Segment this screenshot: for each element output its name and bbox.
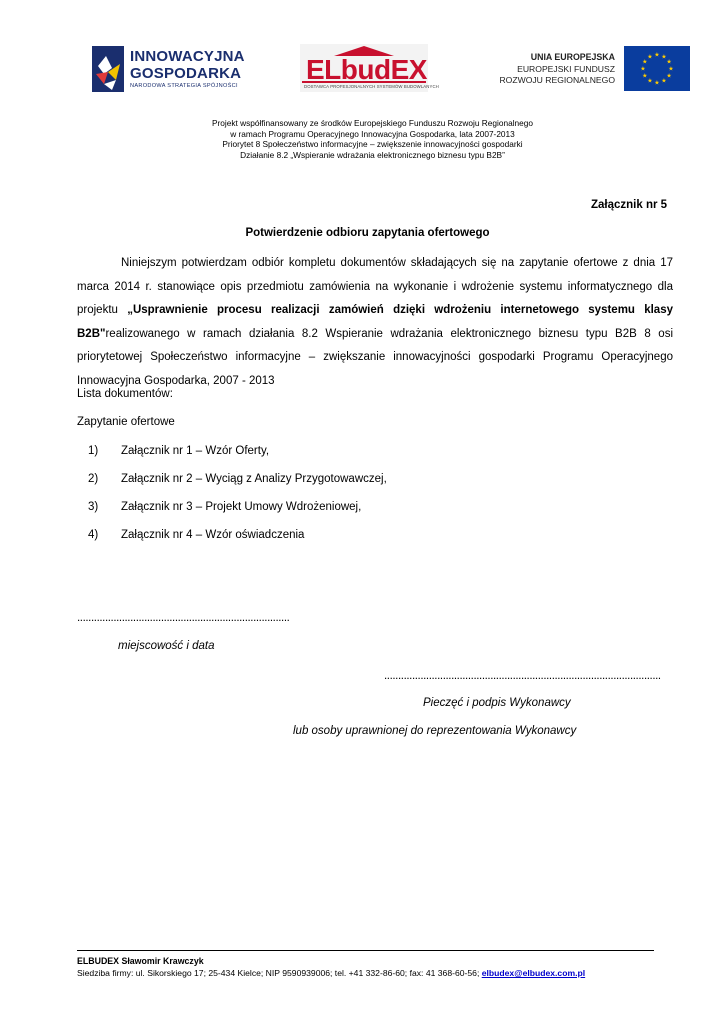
eu-star-icon: ★ [654,52,660,59]
elbudex-subtitle: DOSTAWCA PROFESJONALNYCH SYSTEMÓW BUDOWLANYCH [304,84,439,89]
eu-star-icon: ★ [666,59,672,66]
stamp-signature-label: Pieczęć i podpis Wykonawcy [423,697,571,709]
paragraph-start: Niniejszym potwierdzam odbiór kompletu dokumentów składających się na zapytanie ofertowe z dnia 17 marca 2014 r. stanowiące opis przedmiotu zamówienia na wykonanie i wdrożenie systemu informatycznego dla projektu [77,257,673,316]
place-date-label: miejscowość i data [118,640,215,652]
eu-line2: EUROPEJSKI FUNDUSZ [517,64,615,74]
eu-star-icon: ★ [661,78,667,85]
paragraph-end: realizowanego w ramach działania 8.2 Wspieranie wdrażania elektronicznego biznesu typu B2B 8 osi priorytetowej Społeczeństwo informacyjne – zwiększanie innowacyjności gospodarki Programu Operacyjnego Innowacyjna Gospodarka, 2007 - 2013 [77,327,673,387]
eu-line1: UNIA EUROPEJSKA [530,52,615,62]
footer-address [77,968,585,978]
eu-star-icon: ★ [647,54,653,61]
ig-emblem-icon [90,44,128,94]
list-heading: Lista dokumentów: [77,388,173,400]
list-item [88,501,361,513]
eu-star-icon: ★ [668,66,674,73]
eu-star-icon: ★ [661,54,667,61]
project-line2: w ramach Programu Operacyjnego Innowacyjna Gospodarka, lata 2007-2013 [230,128,515,139]
attachment-label: Załącznik nr 5 [591,199,668,211]
project-name: „Usprawnienie procesu realizacji zamówień dzięki wdrożeniu internetowego systemu klasy B2B" [77,304,673,340]
list-item-number: 2) [88,473,99,485]
innowacyjna-gospodarka-logo [90,44,250,94]
eu-star-icon: ★ [647,78,653,85]
project-line4: Działanie 8.2 „Wspieranie wdrażania elektronicznego biznesu typu B2B” [240,149,505,160]
elbudex-logo [300,44,439,92]
eu-fund-text [495,52,615,85]
ig-line1: INNOWACYJNA [130,48,245,65]
list-item-number: 1) [88,445,99,457]
list-item-number: 4) [88,529,99,541]
project-info [0,118,725,160]
eu-star-icon: ★ [640,66,646,73]
eu-star-icon: ★ [642,73,648,80]
project-line3: Priorytet 8 Społeczeństwo informacyjne – zwiększenie innowacyjności gospodarki [222,139,523,149]
elbudex-wordmark: ELbudEX [306,54,427,85]
document-title: Potwierdzenie odbioru zapytania ofertowego [245,227,490,239]
eu-line3: ROZWOJU REGIONALNEGO [499,75,615,85]
list-item-text: Załącznik nr 1 – Wzór Oferty, [121,445,270,457]
project-line1: Projekt współfinansowany ze środków Europejskiego Funduszu Rozwoju Regionalnego [212,118,533,128]
authorized-person-label: lub osoby uprawnionej do reprezentowania Wykonawcy [293,725,577,737]
list-item-text: Załącznik nr 2 – Wyciąg z Analizy Przygotowawczej, [121,473,387,485]
list-item [88,473,387,485]
list-item-text: Załącznik nr 3 – Projekt Umowy Wdrożeniowej, [121,501,362,513]
footer-email-link[interactable]: elbudex@elbudex.com.pl [481,968,586,978]
eu-flag-icon [624,46,690,91]
footer-address-text: Siedziba firmy: ul. Sikorskiego 17; 25-434 Kielce; NIP 9590939006; tel. +41 332-86-60; fax: 41 368-60-56; [77,968,482,978]
signature-dots: ................................................................................................... [384,670,661,682]
list-item-text: Załącznik nr 4 – Wzór oświadczenia [121,529,305,541]
list-item [88,445,269,457]
list-item [88,529,304,541]
ig-line3: NARODOWA STRATEGIA SPÓJNOŚCI [130,83,238,89]
ig-line2: GOSPODARKA [130,65,242,82]
footer-company: ELBUDEX Sławomir Krawczyk [77,956,204,966]
eu-star-icon: ★ [642,59,648,66]
confirmation-paragraph [77,252,673,393]
footer-divider [77,950,654,951]
place-date-dots: ............................................................................ [77,612,290,624]
eu-star-icon: ★ [666,73,672,80]
eu-star-icon: ★ [654,80,660,87]
list-item-number: 3) [88,501,99,513]
list-subheading: Zapytanie ofertowe [77,416,175,428]
